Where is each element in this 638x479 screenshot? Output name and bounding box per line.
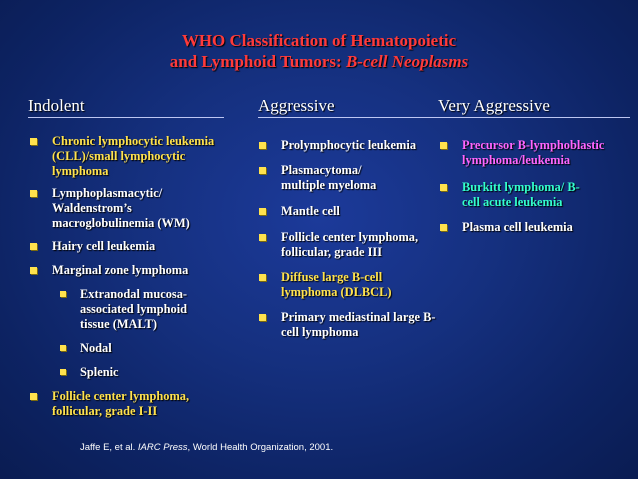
bullet-icon <box>259 274 266 281</box>
list-item-precursor-b: Precursor B-lymphoblastic lymphoma/leukemia <box>462 138 607 168</box>
slide-title <box>0 30 638 72</box>
list-aggressive <box>281 138 441 340</box>
list-item-mantle-cell: Mantle cell <box>281 204 441 219</box>
list-subitem-splenic: Splenic <box>80 365 222 380</box>
bullet-icon <box>259 234 266 241</box>
bullet-icon <box>259 167 266 174</box>
bullet-icon <box>30 267 37 274</box>
bullet-icon <box>60 345 66 351</box>
title-line-2-italic: B-cell Neoplasms <box>345 52 469 71</box>
list-subitem-malt: Extranodal mucosa-associated lymphoid tissue (MALT) <box>80 287 210 332</box>
list-very-aggressive <box>462 138 612 235</box>
bullet-icon <box>30 138 37 145</box>
list-item-dlbcl: Diffuse large B-cell lymphoma (DLBCL) <box>281 270 416 300</box>
list-item-primary-mediastinal: Primary mediastinal large B-cell lymphoma <box>281 310 441 340</box>
list-item-burkitt: Burkitt lymphoma/ B-cell acute leukemia <box>462 180 592 210</box>
bullet-icon <box>440 142 447 149</box>
citation <box>80 442 333 453</box>
bullet-icon <box>440 224 447 231</box>
title-line-1: WHO Classification of Hematopoietic <box>181 31 457 50</box>
list-indolent <box>52 134 222 419</box>
citation-journal: IARC Press <box>137 442 188 453</box>
list-item-hairy-cell: Hairy cell leukemia <box>52 239 222 254</box>
list-item-plasma-cell-leukemia: Plasma cell leukemia <box>462 220 612 235</box>
list-item-cll: Chronic lymphocytic leukemia (CLL)/small lymphocytic lymphoma <box>52 134 222 179</box>
bullet-icon <box>30 243 37 250</box>
divider-indolent <box>28 117 224 118</box>
bullet-icon <box>259 142 266 149</box>
bullet-icon <box>259 208 266 215</box>
bullet-icon <box>30 190 37 197</box>
bullet-icon <box>60 369 66 375</box>
citation-rest: , World Health Organization, 2001. <box>187 442 334 453</box>
list-item-follicle-grade-3: Follicle center lymphoma, follicular, grade III <box>281 230 441 260</box>
list-item-wm: Lymphoplasmacytic/ Waldenstrom’s macroglobulinemia (WM) <box>52 186 222 231</box>
list-subitem-nodal: Nodal <box>80 341 222 356</box>
heading-aggressive: Aggressive <box>258 96 335 115</box>
list-item-marginal-zone: Marginal zone lymphoma <box>52 263 222 278</box>
list-item-prolymphocytic: Prolymphocytic leukemia <box>281 138 441 153</box>
title-line-2-plain: and Lymphoid Tumors: <box>169 52 346 71</box>
divider-aggressive <box>258 117 630 118</box>
title-line-2 <box>0 51 638 72</box>
list-item-plasmacytoma: Plasmacytoma/ multiple myeloma <box>281 163 401 193</box>
heading-very-aggressive: Very Aggressive <box>438 96 550 115</box>
citation-authors: Jaffe E, et al. <box>80 442 138 453</box>
bullet-icon <box>440 184 447 191</box>
bullet-icon <box>259 314 266 321</box>
list-item-follicle-grade-1-2: Follicle center lymphoma, follicular, grade I-II <box>52 389 217 419</box>
bullet-icon <box>60 291 66 297</box>
bullet-icon <box>30 393 37 400</box>
heading-indolent: Indolent <box>28 96 85 115</box>
